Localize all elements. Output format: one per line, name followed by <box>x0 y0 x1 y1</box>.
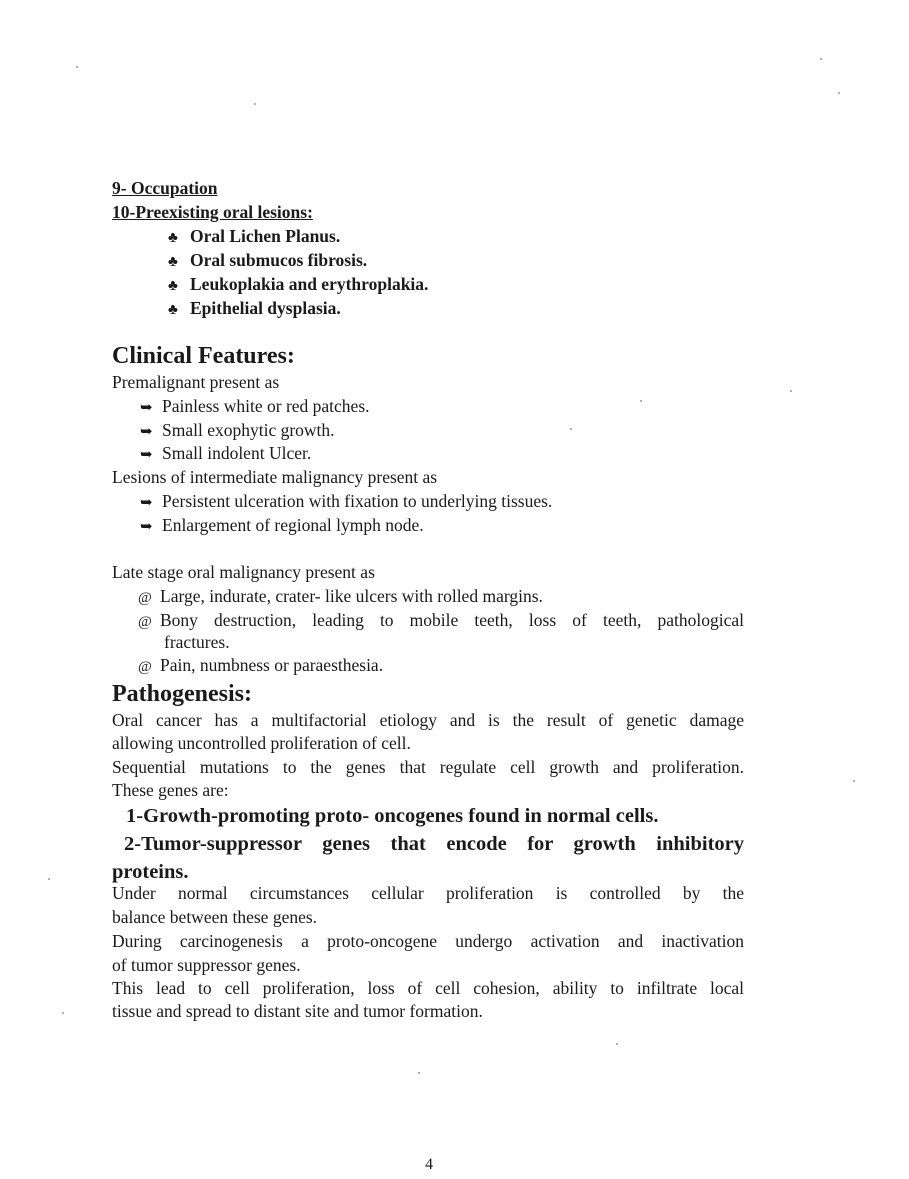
swirl-bullet-icon: @ <box>138 590 152 606</box>
lesion-item: ♣ Epithelial dysplasia. <box>168 297 341 321</box>
scan-speck <box>48 878 50 880</box>
scan-speck <box>640 400 642 402</box>
pathogenesis-line: Oral cancer has a multifactorial etiology and is the result of genetic damage <box>112 710 744 730</box>
club-bullet-icon: ♣ <box>168 278 178 294</box>
scan-speck <box>790 390 792 392</box>
scan-speck <box>418 1072 420 1074</box>
clinical-features-heading: Clinical Features: <box>112 343 295 369</box>
pathogenesis-paragraph-line: balance between these genes. <box>112 907 318 927</box>
scan-speck <box>76 66 78 68</box>
scan-speck <box>62 1012 64 1014</box>
premalignant-intro: Premalignant present as <box>112 372 280 392</box>
intermediate-item: ➥ Persistent ulceration with fixation to underlying tissues. <box>140 490 552 514</box>
page-number: 4 <box>425 1156 433 1173</box>
gene-type-1: 1-Growth-promoting proto- oncogenes found in normal cells. <box>126 805 659 827</box>
lesion-item: ♣ Oral submucos fibrosis. <box>168 249 367 273</box>
scan-speck <box>853 780 855 782</box>
pathogenesis-paragraph-line: of tumor suppressor genes. <box>112 955 301 975</box>
swirl-bullet-icon: @ <box>138 659 152 675</box>
scan-speck <box>254 103 256 105</box>
club-bullet-icon: ♣ <box>168 230 178 246</box>
late-stage-item: @ Large, indurate, crater- like ulcers with rolled margins. <box>138 585 543 609</box>
pathogenesis-paragraph-line: This lead to cell proliferation, loss of cell cohesion, ability to infiltrate local <box>112 978 744 998</box>
preexisting-lesions-heading: 10-Preexisting oral lesions: <box>112 202 313 222</box>
club-bullet-icon: ♣ <box>168 302 178 318</box>
club-bullet-icon: ♣ <box>168 254 178 270</box>
lesion-item: ♣ Oral Lichen Planus. <box>168 225 340 249</box>
scan-speck <box>838 92 840 94</box>
gene-type-2-continued: proteins. <box>112 861 189 883</box>
arrow-bullet-icon: ➥ <box>140 400 153 416</box>
pathogenesis-line: allowing uncontrolled proliferation of cell. <box>112 733 411 753</box>
pathogenesis-paragraph-line: Under normal circumstances cellular proliferation is controlled by the <box>112 883 744 903</box>
arrow-bullet-icon: ➥ <box>140 424 153 440</box>
late-stage-item: @ Bony destruction, leading to mobile teeth, loss of teeth, pathological <box>138 609 744 633</box>
late-stage-intro: Late stage oral malignancy present as <box>112 562 375 582</box>
scan-speck <box>570 428 572 430</box>
pathogenesis-heading: Pathogenesis: <box>112 681 252 707</box>
late-stage-item-continued: fractures. <box>164 632 230 652</box>
gene-type-2: 2-Tumor-suppressor genes that encode for growth inhibitory <box>124 833 744 855</box>
premalignant-item: ➥ Small indolent Ulcer. <box>140 442 311 466</box>
late-stage-item: @ Pain, numbness or paraesthesia. <box>138 654 383 678</box>
arrow-bullet-icon: ➥ <box>140 495 153 511</box>
scan-speck <box>616 1043 618 1045</box>
scan-speck <box>820 58 822 60</box>
premalignant-item: ➥ Painless white or red patches. <box>140 395 370 419</box>
pathogenesis-line: Sequential mutations to the genes that regulate cell growth and proliferation. <box>112 757 744 777</box>
pathogenesis-paragraph-line: tissue and spread to distant site and tumor formation. <box>112 1001 483 1021</box>
arrow-bullet-icon: ➥ <box>140 447 153 463</box>
occupation-heading: 9- Occupation <box>112 178 218 198</box>
pathogenesis-paragraph-line: During carcinogenesis a proto-oncogene undergo activation and inactivation <box>112 931 744 951</box>
swirl-bullet-icon: @ <box>138 614 152 630</box>
pathogenesis-line: These genes are: <box>112 780 229 800</box>
premalignant-item: ➥ Small exophytic growth. <box>140 419 335 443</box>
lesion-item: ♣ Leukoplakia and erythroplakia. <box>168 273 428 297</box>
intermediate-item: ➥ Enlargement of regional lymph node. <box>140 514 424 538</box>
arrow-bullet-icon: ➥ <box>140 519 153 535</box>
intermediate-intro: Lesions of intermediate malignancy present as <box>112 467 438 487</box>
